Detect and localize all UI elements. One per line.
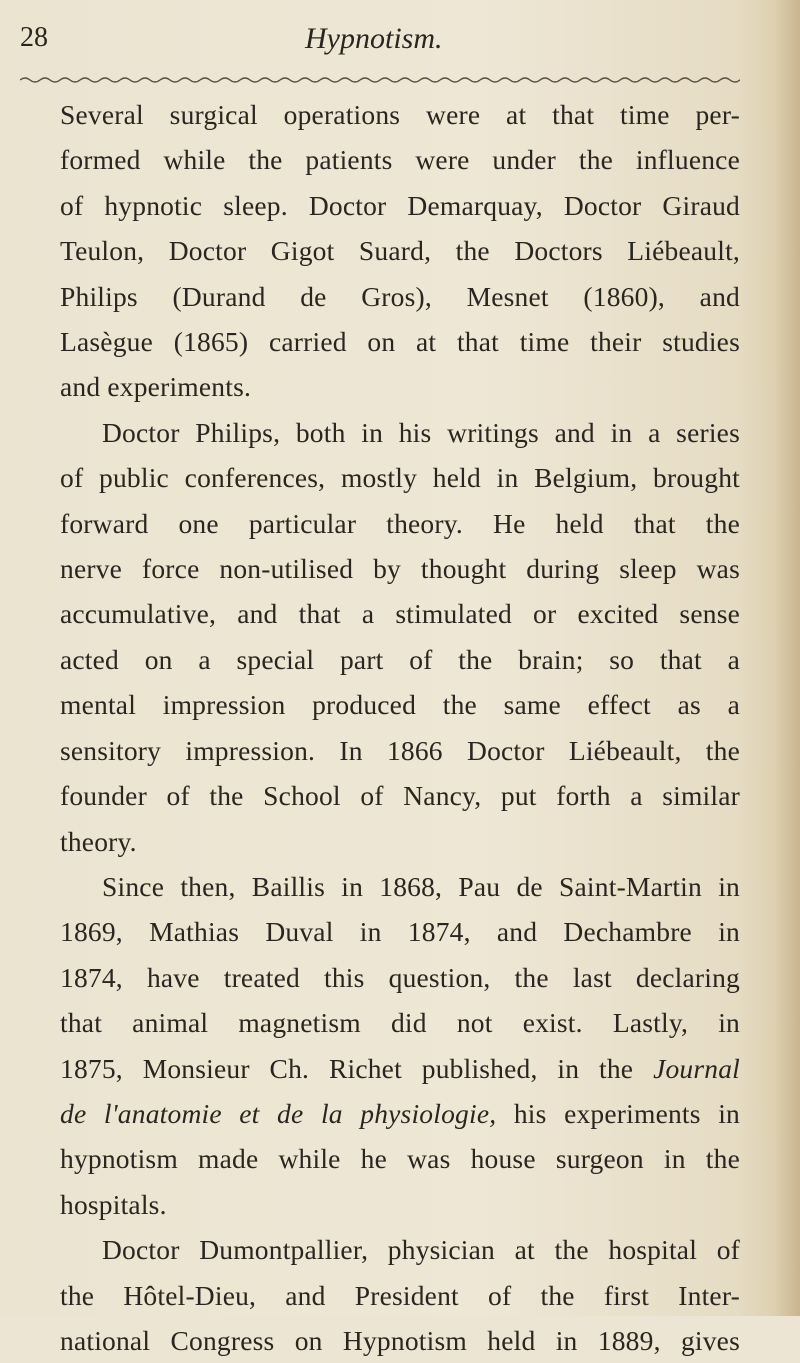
text-segment: formed while the patients were under the influence: [60, 144, 740, 176]
text-line: [60, 1182, 740, 1227]
text-line: [60, 1091, 740, 1136]
running-title: Hypnotism.: [305, 22, 443, 55]
text-segment: that animal magnetism did not exist. Lastly, in: [60, 1007, 740, 1039]
text-line: [60, 637, 740, 682]
text-line: [60, 819, 740, 864]
text-line: [60, 546, 740, 591]
italic-text: de l'anatomie et de la physiologie,: [60, 1097, 497, 1129]
text-segment: theory.: [60, 825, 137, 857]
text-line: [60, 1136, 740, 1181]
text-segment: mental impression produced the same effect as a: [60, 689, 740, 721]
text-segment: accumulative, and that a stimulated or excited sense: [60, 598, 740, 630]
text-line: [60, 1227, 740, 1272]
text-segment: Since then, Baillis in 1868, Pau de Saint-Martin in: [102, 870, 740, 902]
text-line: [60, 909, 740, 954]
text-line: [60, 183, 740, 228]
text-segment: 1875, Monsieur Ch. Richet published, in the: [60, 1052, 634, 1084]
text-line: [60, 319, 740, 364]
text-line: [60, 682, 740, 727]
text-line: [60, 274, 740, 319]
text-segment: Lasègue (1865) carried on at that time their studies: [60, 326, 740, 358]
text-segment: national Congress on Hypnotism held in 1889, gives: [60, 1324, 740, 1356]
text-line: [60, 1000, 740, 1045]
text-segment: of public conferences, mostly held in Belgium, brought: [60, 462, 740, 494]
text-segment: 1869, Mathias Duval in 1874, and Dechambre in: [60, 916, 740, 948]
text-segment: Doctor Philips, both in his writings and in a series: [102, 416, 740, 448]
text-line: [60, 410, 740, 455]
text-segment: hospitals.: [60, 1188, 167, 1220]
text-line: [60, 728, 740, 773]
text-segment: and experiments.: [60, 371, 252, 403]
text-line: [60, 1046, 740, 1091]
text-line: [60, 137, 740, 182]
text-segment: founder of the School of Nancy, put forth a similar: [60, 780, 740, 812]
text-segment: hypnotism made while he was house surgeon in the: [60, 1143, 740, 1175]
text-line: [60, 92, 740, 137]
text-line: [60, 1318, 740, 1363]
text-segment: forward one particular theory. He held that the: [60, 507, 740, 539]
text-line: [60, 501, 740, 546]
page-header: [20, 22, 740, 62]
text-segment: 1874, have treated this question, the last declaring: [60, 961, 740, 993]
text-line: [60, 1273, 740, 1318]
page-edge-shadow: [774, 0, 800, 1316]
text-line: [60, 864, 740, 909]
text-line: [60, 591, 740, 636]
text-line: [60, 228, 740, 273]
ornamental-rule: [20, 76, 740, 84]
text-segment: of hypnotic sleep. Doctor Demarquay, Doctor Giraud: [60, 189, 740, 221]
text-segment: nerve force non-utilised by thought during sleep was: [60, 553, 740, 585]
text-segment: acted on a special part of the brain; so that a: [60, 643, 740, 675]
text-segment: sensitory impression. In 1866 Doctor Liébeault, the: [60, 734, 740, 766]
text-segment: Philips (Durand de Gros), Mesnet (1860), and: [60, 280, 740, 312]
text-segment: Teulon, Doctor Gigot Suard, the Doctors Liébeault,: [60, 235, 740, 267]
page-number: 28: [20, 22, 48, 53]
text-line: [60, 364, 740, 409]
italic-text: Journal: [653, 1052, 740, 1084]
text-line: [60, 455, 740, 500]
text-segment: his experiments in: [496, 1097, 740, 1129]
text-line: [60, 773, 740, 818]
text-segment: the Hôtel-Dieu, and President of the first Inter-: [60, 1279, 740, 1311]
text-segment: Several surgical operations were at that time per-: [60, 99, 740, 130]
body-text: [60, 92, 740, 1363]
text-segment: Doctor Dumontpallier, physician at the hospital of: [102, 1234, 740, 1266]
text-line: [60, 955, 740, 1000]
